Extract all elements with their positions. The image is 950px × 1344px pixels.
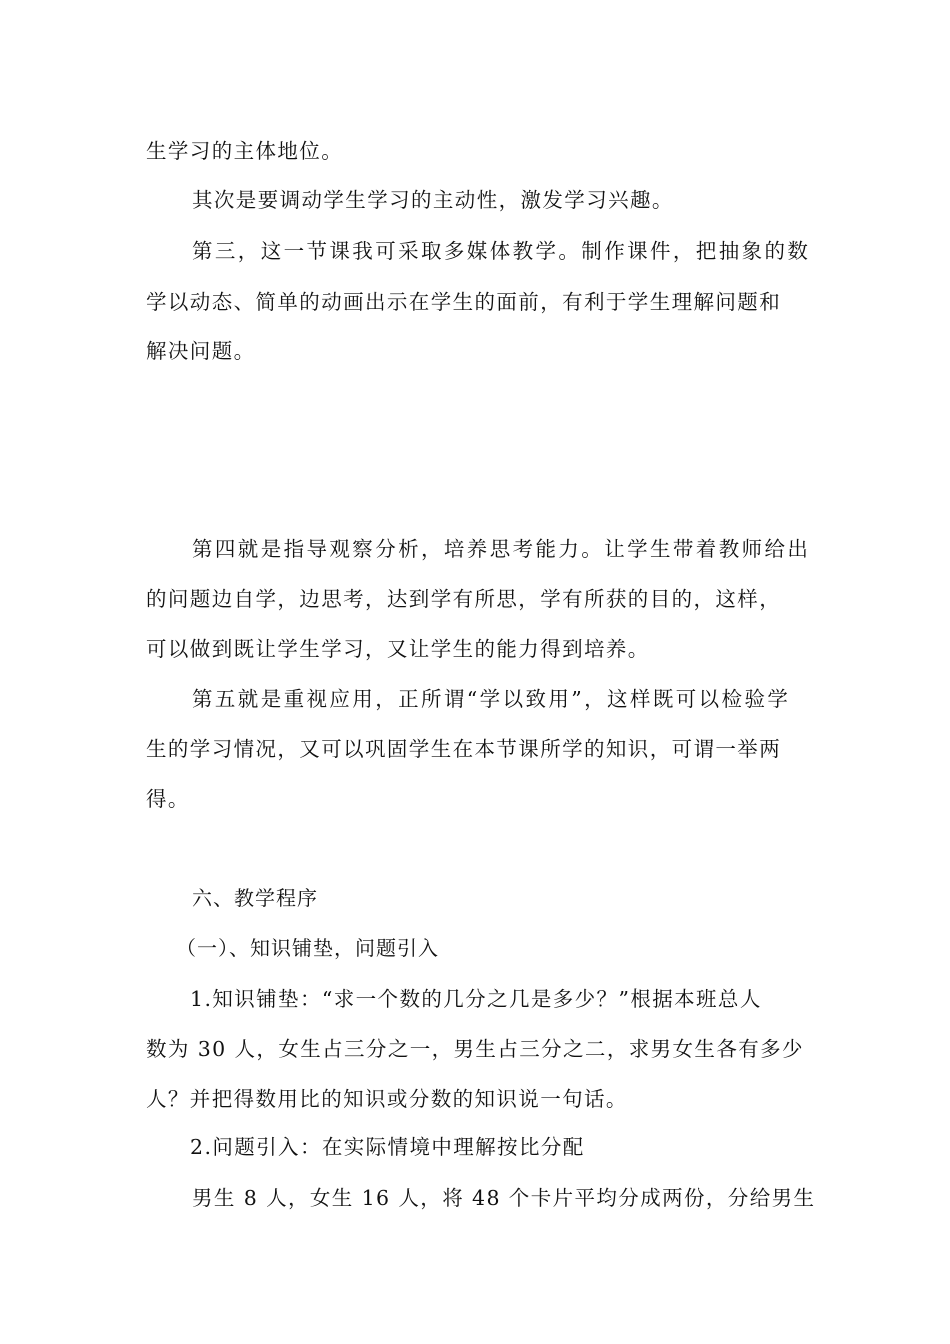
text-line: 第四就是指导观察分析，培养思考能力。让学生带着教师给出 [192, 537, 811, 561]
text-line: 可以做到既让学生学习，又让学生的能力得到培养。 [146, 637, 650, 661]
text-line: 2.问题引入：在实际情境中理解按比分配 [190, 1135, 585, 1159]
section-heading: 六、教学程序 [192, 886, 318, 910]
text-line: 的问题边自学，边思考，达到学有所思，学有所获的目的，这样， [146, 587, 782, 611]
text-line: 1.知识铺垫：“求一个数的几分之几是多少？”根据本班总人 [190, 987, 762, 1011]
text-line: 生学习的主体地位。 [146, 139, 344, 163]
text-line: 解决问题。 [146, 339, 256, 363]
subsection-heading: （一）、知识铺垫，问题引入 [176, 936, 439, 960]
text-line: 其次是要调动学生学习的主动性，激发学习兴趣。 [192, 188, 674, 212]
text-line: 得。 [146, 787, 190, 811]
text-line: 第五就是重视应用，正所谓“学以致用”，这样既可以检验学 [192, 687, 791, 711]
text-line: 生的学习情况，又可以巩固学生在本节课所学的知识，可谓一举两 [146, 737, 782, 761]
text-line: 男生 8 人，女生 16 人，将 48 个卡片平均分成两份，分给男生 [192, 1186, 816, 1210]
text-line: 学以动态、简单的动画出示在学生的面前，有利于学生理解问题和 [146, 290, 782, 314]
text-line: 人？并把得数用比的知识或分数的知识说一句话。 [146, 1087, 628, 1111]
text-line: 数为 30 人，女生占三分之一，男生占三分之二，求男女生各有多少 [146, 1037, 804, 1061]
text-line: 第三，这一节课我可采取多媒体教学。制作课件，把抽象的数 [192, 239, 811, 263]
